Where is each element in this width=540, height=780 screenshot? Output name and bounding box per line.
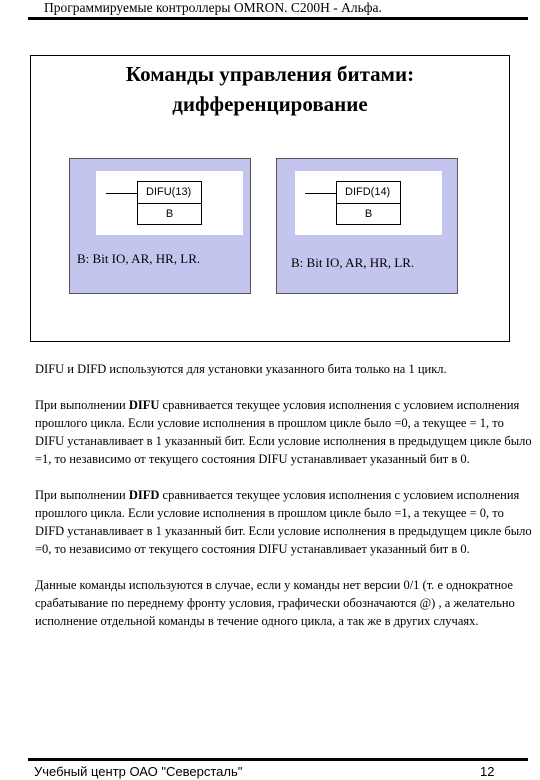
footer-organization: Учебный центр ОАО "Северсталь" bbox=[34, 764, 243, 779]
instruction-name: DIFU(13) bbox=[138, 182, 201, 204]
footer-rule bbox=[28, 758, 528, 761]
header-rule bbox=[28, 17, 528, 20]
page-number: 12 bbox=[480, 764, 495, 779]
text-span: При выполнении bbox=[35, 398, 129, 412]
paragraph-intro: DIFU и DIFD используются для установки указанного бита только на 1 цикл. bbox=[35, 362, 447, 376]
text-span: сравнивается текущее условия исполнения с условием исполнения прошлого цикла. Если условие исполнения в прошлом цикле было =0, а текущее = 1, то DIFU устанавливает в 1 указанный бит. Если условие исполнения в предыдущем цикле было =1, то независимо от текущего состояния DIFU устанавливает указанный бит в 0. bbox=[35, 398, 532, 466]
slide-title-line2: дифференцирование bbox=[172, 92, 368, 116]
bold-term: DIFU bbox=[128, 398, 160, 412]
ladder-rung-line bbox=[106, 193, 138, 194]
slide-title bbox=[31, 59, 509, 119]
difd-instruction-block bbox=[336, 181, 401, 225]
instruction-operand: B bbox=[364, 208, 373, 220]
text-span: При выполнении bbox=[35, 488, 129, 502]
difd-ladder-diagram bbox=[295, 171, 442, 235]
paragraph-difu bbox=[35, 396, 533, 468]
bold-term: DIFD bbox=[128, 488, 160, 502]
operand-caption: B: Bit IO, AR, HR, LR. bbox=[77, 251, 201, 266]
difu-panel bbox=[69, 158, 251, 294]
instruction-operand: B bbox=[165, 208, 174, 220]
page-header: Программируемые контроллеры OMRON. C200H - Альфа. bbox=[44, 0, 382, 15]
operand-caption: B: Bit IO, AR, HR, LR. bbox=[291, 255, 415, 270]
body-text bbox=[35, 360, 533, 648]
ladder-rung-line bbox=[305, 193, 337, 194]
difu-instruction-block bbox=[137, 181, 202, 225]
paragraph-difd bbox=[35, 486, 533, 558]
slide-title-line1: Команды управления битами: bbox=[125, 62, 415, 86]
text-span: сравнивается текущее условия исполнения с условием исполнения прошлого цикла. Если условие исполнения в прошлом цикле было =1, а текущее = 0, то DIFD устанавливает в 1 указанный бит. Если условие исполнения в предыдущем цикле было =0, то независимо от текущего состояния DIFU устанавливает указанный бит в 0. bbox=[35, 488, 532, 556]
paragraph-usage: Данные команды используются в случае, если у команды нет версии 0/1 (т. е однократное срабатывание по переднему фронту условия, графически обозначаются @) , а желательно исполнение отдельной команды в течение одного цикла, а так же в других случаях. bbox=[35, 578, 515, 628]
difu-ladder-diagram bbox=[96, 171, 243, 235]
slide-frame bbox=[30, 55, 510, 342]
difd-panel bbox=[276, 158, 458, 294]
instruction-name: DIFD(14) bbox=[337, 182, 400, 204]
